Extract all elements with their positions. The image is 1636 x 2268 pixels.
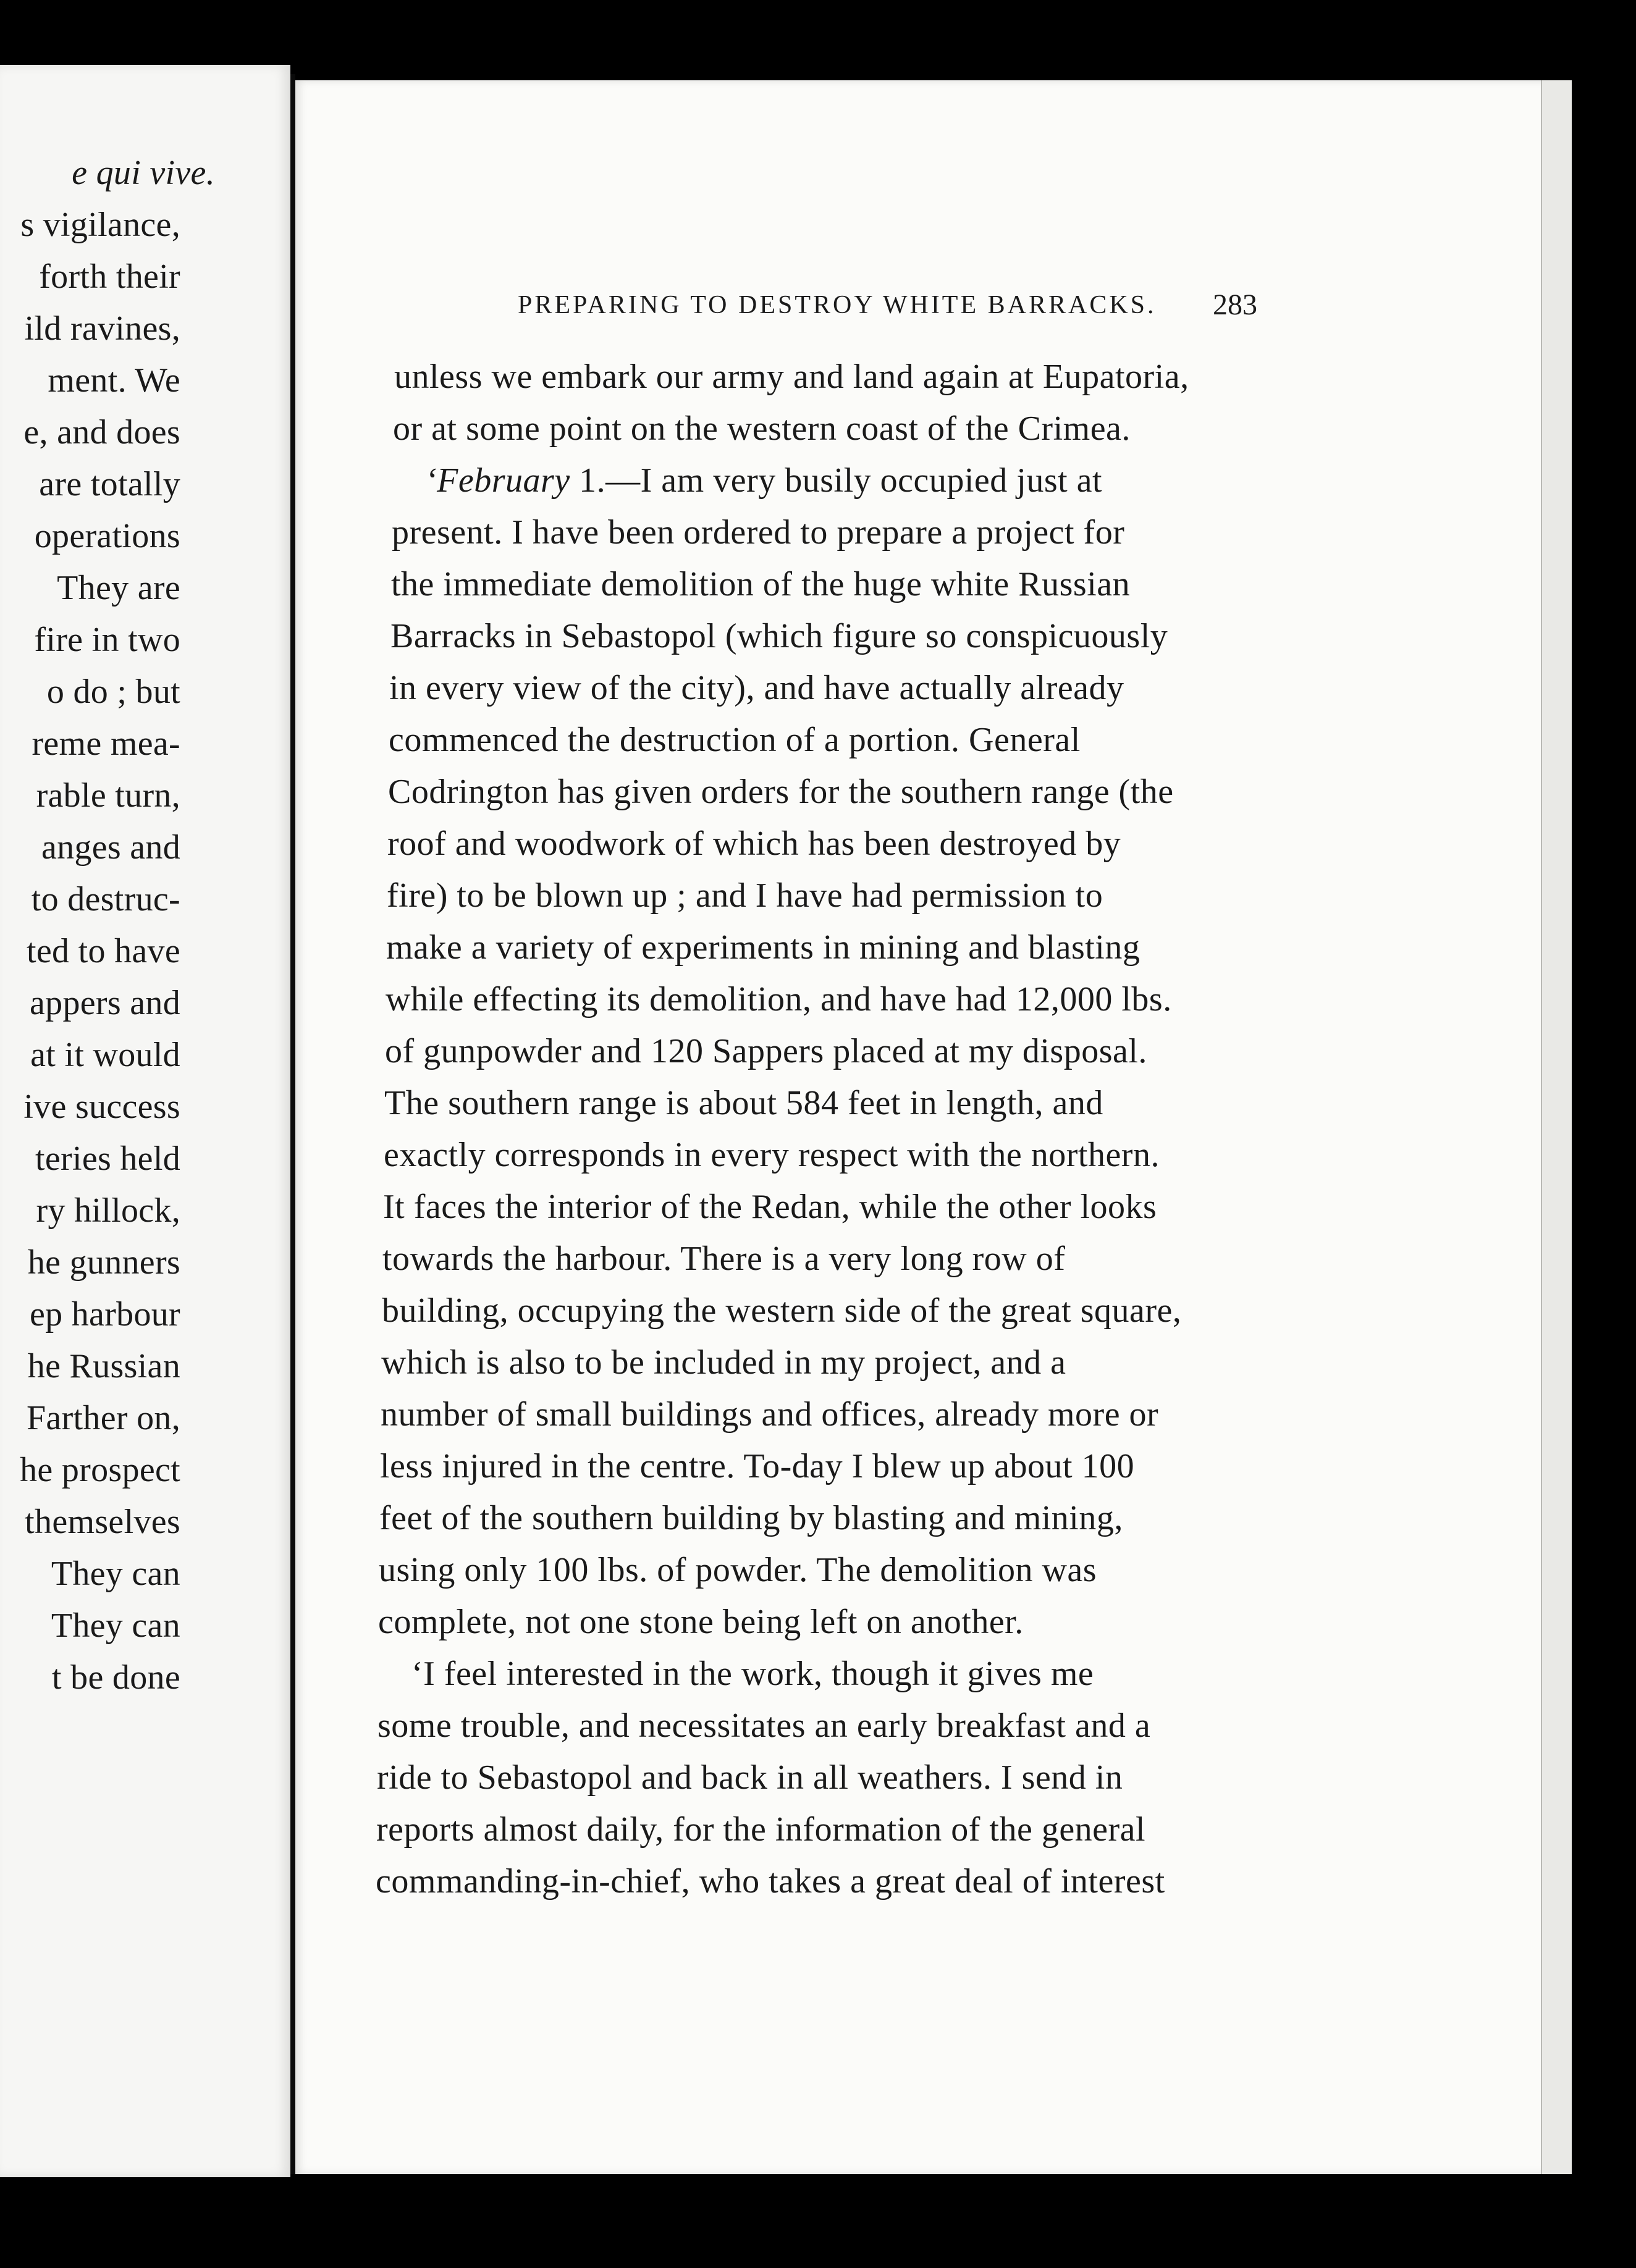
body-line-6: Barracks in Sebastopol (which figure so conspicuously: [390, 617, 1168, 655]
left-line-7: are totally: [39, 465, 180, 503]
left-line-25: Farther on,: [26, 1399, 180, 1437]
left-line-19: ive success: [23, 1088, 180, 1126]
body-line-22: less injured in the centre. To-day I blew up about 100: [380, 1447, 1135, 1485]
left-line-29: They can: [51, 1606, 180, 1645]
body-line-30: commanding-in-chief, who takes a great deal of interest: [376, 1862, 1165, 1900]
body-line-14: of gunpowder and 120 Sappers placed at my disposal.: [385, 1032, 1147, 1070]
left-line-9: They are: [57, 569, 180, 607]
left-line-22: he gunners: [27, 1243, 180, 1282]
page-edge: [1541, 80, 1572, 2174]
body-line-27: some trouble, and necessitates an early breakfast and a: [377, 1707, 1151, 1745]
body-line-12: make a variety of experiments in mining and blasting: [386, 928, 1141, 967]
body-line-25: complete, not one stone being left on another.: [378, 1603, 1024, 1641]
body-line-9: Codrington has given orders for the southern range (the: [388, 773, 1174, 811]
left-line-23: ep harbour: [29, 1295, 180, 1334]
left-line-16: ted to have: [27, 932, 180, 970]
left-line-3: forth their: [39, 258, 180, 296]
body-line-5: the immediate demolition of the huge white Russian: [391, 565, 1131, 603]
left-line-2: s vigilance,: [20, 206, 180, 244]
body-line-29: reports almost daily, for the information of the general: [376, 1810, 1146, 1849]
left-line-15: to destruc-: [31, 880, 180, 918]
body-line-10: roof and woodwork of which has been destroyed by: [387, 825, 1121, 863]
left-line-6: e, and does: [23, 413, 180, 452]
left-line-17: appers and: [29, 984, 180, 1022]
body-line-7: in every view of the city), and have actually already: [389, 669, 1124, 707]
body-line-8: commenced the destruction of a portion. General: [389, 721, 1081, 759]
left-line-24: he Russian: [27, 1347, 180, 1385]
left-line-5: ment. We: [48, 361, 180, 400]
left-line-10: fire in two: [34, 621, 180, 659]
body-line-3-text: 1.—I am very busily occupied just at: [570, 461, 1103, 500]
left-line-28: They can: [51, 1555, 180, 1593]
body-line-26: ‘I feel interested in the work, though it gives me: [411, 1655, 1094, 1693]
left-line-13: rable turn,: [36, 776, 180, 815]
body-line-17: It faces the interior of the Redan, while the other looks: [383, 1188, 1157, 1226]
right-page: [295, 80, 1572, 2174]
left-line-26: he prospect: [20, 1451, 180, 1489]
body-line-18: towards the harbour. There is a very long row of: [382, 1240, 1066, 1278]
left-line-4: ild ravines,: [24, 309, 180, 348]
body-line-1: unless we embark our army and land again at Eupatoria,: [394, 358, 1189, 396]
left-line-30: t be done: [52, 1658, 180, 1697]
left-page: [0, 65, 290, 2177]
body-line-15: The southern range is about 584 feet in length, and: [384, 1084, 1103, 1122]
body-line-20: which is also to be included in my project, and a: [381, 1343, 1066, 1382]
body-line-3: [425, 463, 1102, 498]
left-line-11: o do ; but: [46, 673, 180, 711]
body-line-23: feet of the southern building by blasting and mining,: [379, 1499, 1123, 1537]
left-line-21: ry hillock,: [36, 1191, 180, 1230]
left-line-18: at it would: [30, 1036, 180, 1074]
book-gutter: [290, 74, 295, 2174]
body-line-24: using only 100 lbs. of powder. The demolition was: [379, 1551, 1097, 1589]
left-line-20: teries held: [35, 1140, 180, 1178]
body-line-21: number of small buildings and offices, already more or: [381, 1395, 1159, 1434]
left-line-14: anges and: [41, 828, 180, 867]
body-line-2: or at some point on the western coast of the Crimea.: [393, 410, 1131, 448]
left-line-1: e qui vive.: [72, 154, 215, 192]
body-line-11: fire) to be blown up ; and I have had permission to: [387, 876, 1103, 915]
page-number: 283: [1213, 288, 1257, 321]
body-line-3-date: ‘February: [425, 461, 570, 500]
body-line-16: exactly corresponds in every respect with the northern.: [384, 1136, 1160, 1174]
body-line-4: present. I have been ordered to prepare a project for: [392, 513, 1125, 552]
body-line-28: ride to Sebastopol and back in all weathers. I send in: [377, 1758, 1123, 1797]
left-line-12: reme mea-: [32, 724, 180, 763]
left-line-8: operations: [34, 517, 180, 555]
body-line-19: building, occupying the western side of the great square,: [382, 1292, 1182, 1330]
body-line-13: while effecting its demolition, and have had 12,000 lbs.: [386, 980, 1172, 1018]
running-head: PREPARING TO DESTROY WHITE BARRACKS.: [518, 291, 1157, 319]
left-line-27: themselves: [25, 1503, 180, 1541]
